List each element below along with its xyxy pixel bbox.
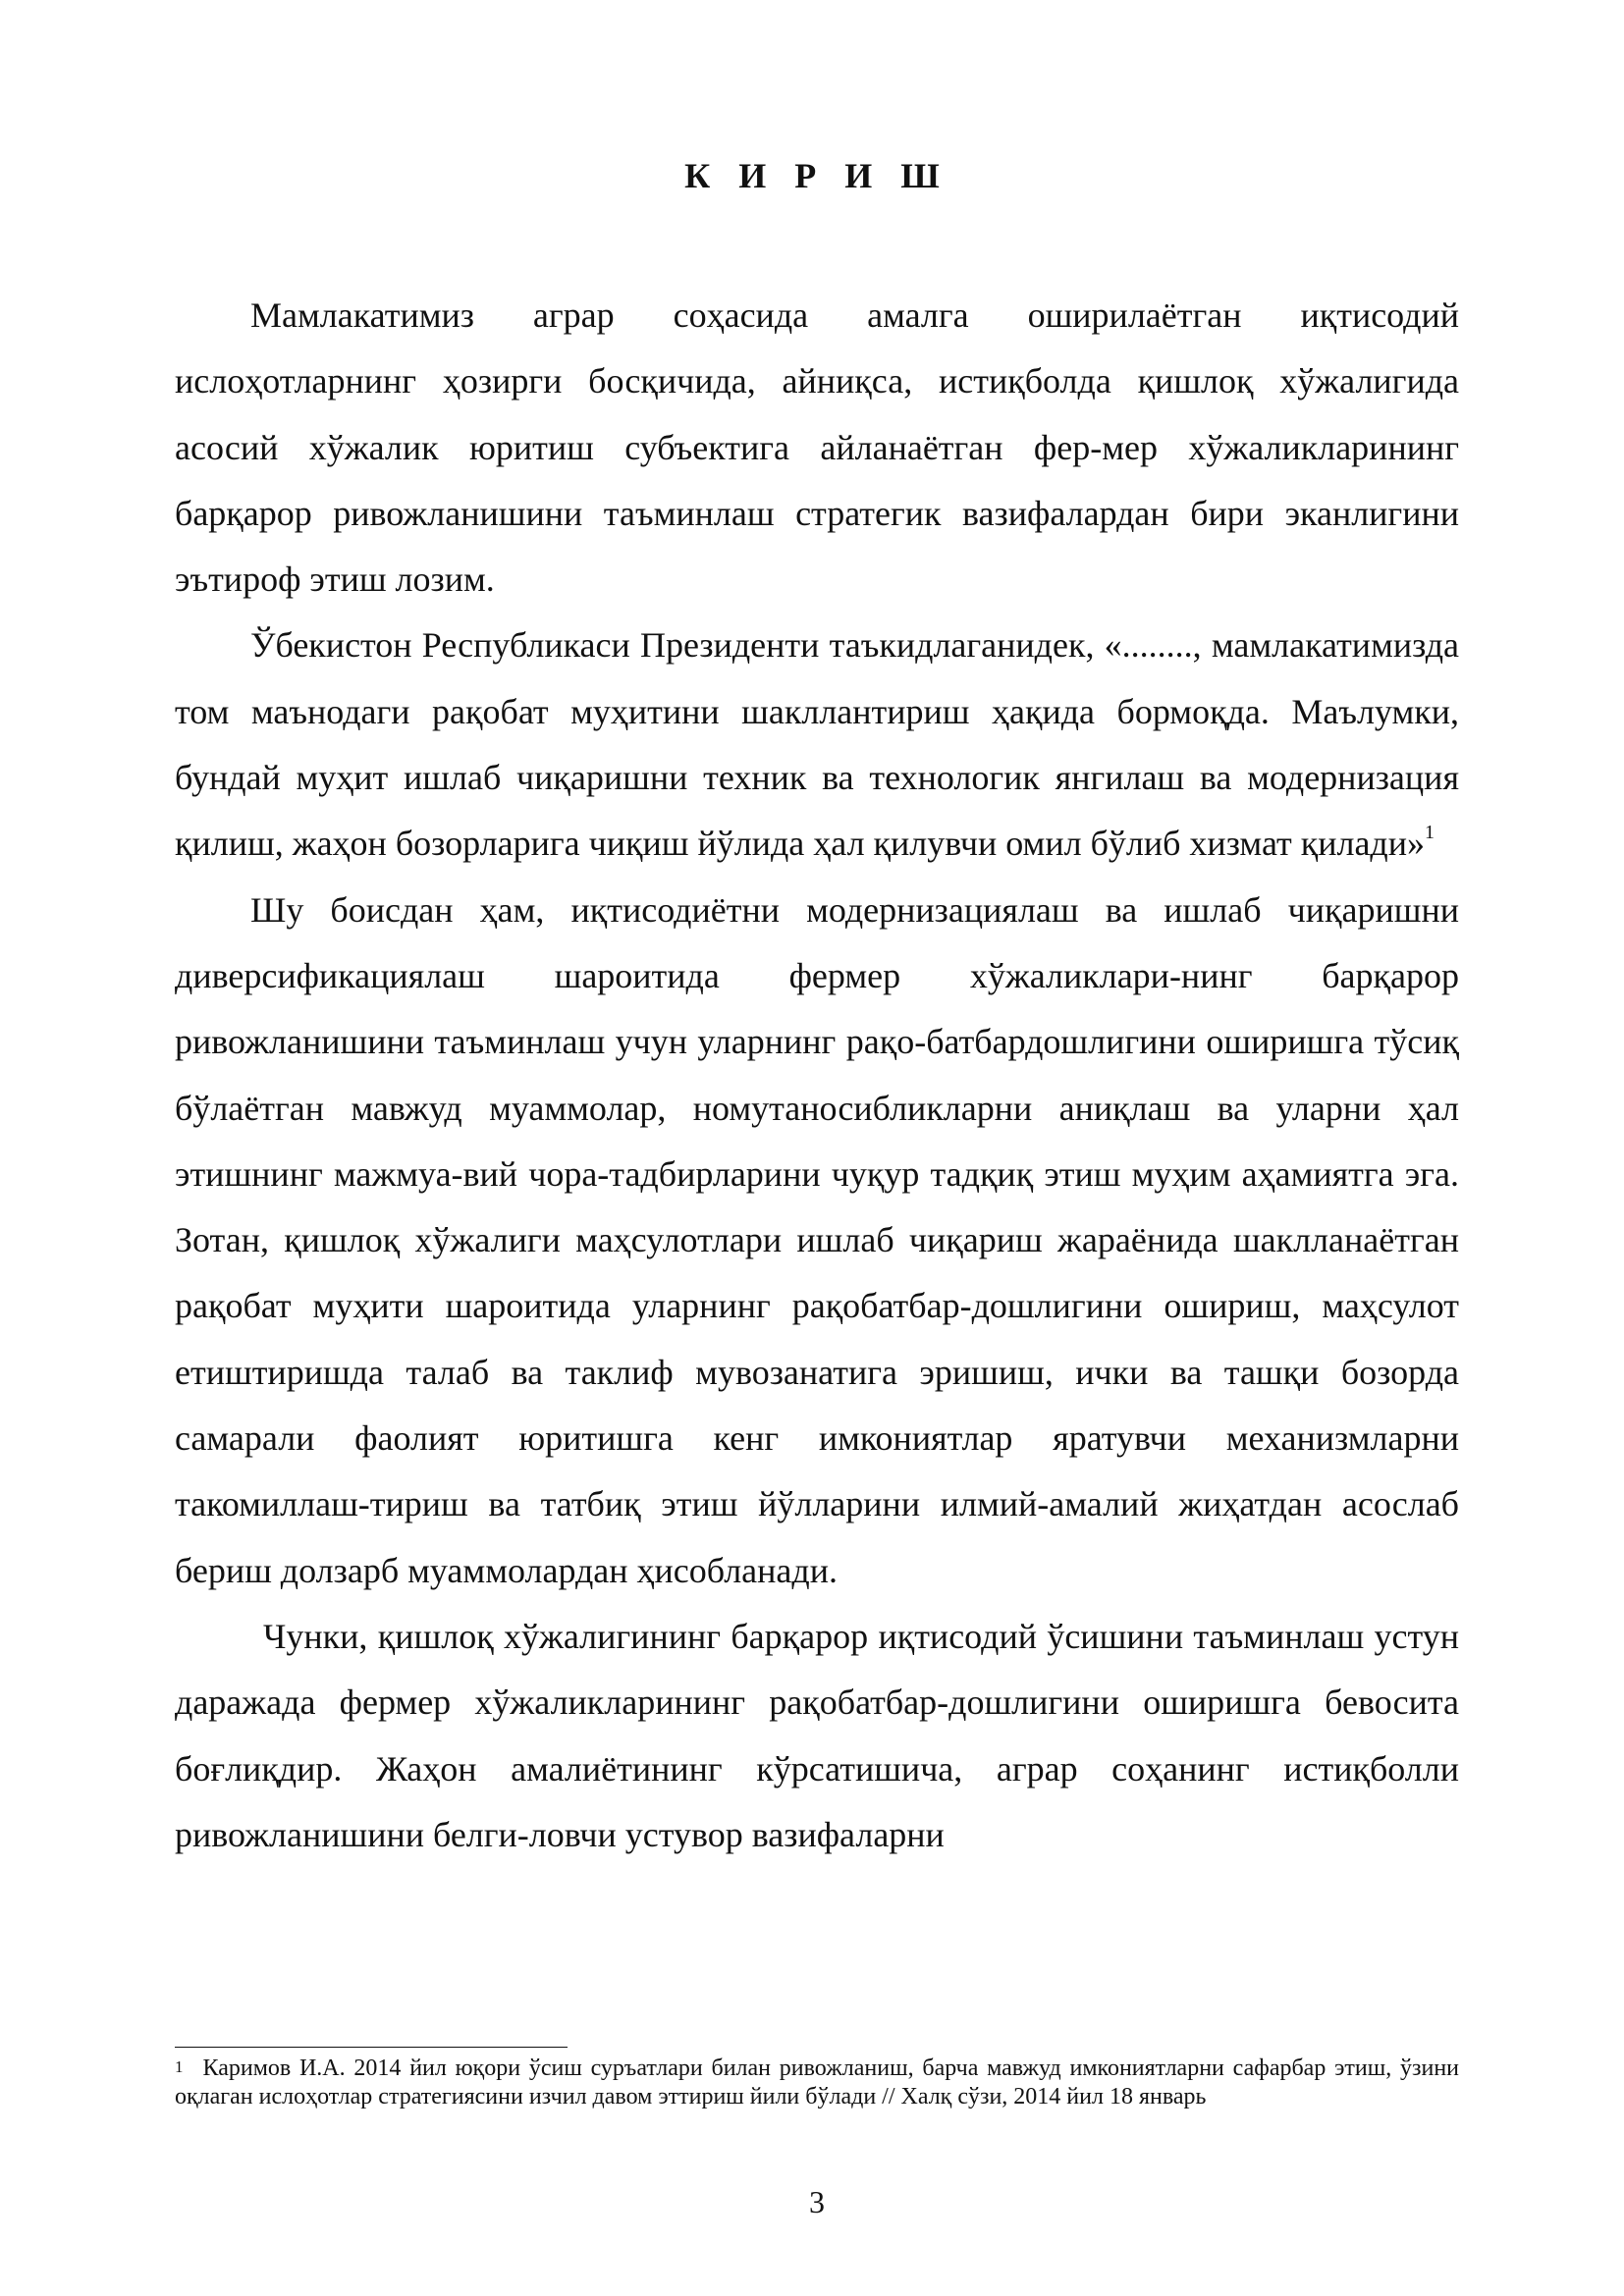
page-number: 3 — [809, 2184, 825, 2219]
page-title: К И Р И Ш — [684, 156, 949, 195]
document-page — [175, 0, 1459, 2296]
footnote — [175, 2055, 1459, 2111]
paragraph-4: Чунки, қишлоқ хўжалигининг барқарор иқтисодий ўсишини таъминлаш устун даражада фермер хўжаликларининг рақобатбар-дошлигини оширишга бевосита боғлиқдир. Жаҳон амалиётининг кўрсатишича, аграр соҳанинг истиқболли ривожланишини белги-ловчи устувор вазифаларни — [175, 1616, 1459, 1854]
footnote-text: Каримов И.А. 2014 йил юқори ўсиш суръатлари билан ривожланиш, барча мавжуд имкониятларни сафарбар этиш, ўзини оқлаган ислоҳотлар стратегиясини изчил давом эттириш йили бўлади // Халқ сўзи, 2014 йил 18 январь — [175, 2056, 1459, 2109]
paragraph-3: Шу боисдан ҳам, иқтисодиётни модернизациялаш ва ишлаб чиқаришни диверсификациялаш шароитида фермер хўжаликлари-нинг барқарор ривожланишини таъминлаш учун уларнинг рақо-батбардошлигини оширишга тўсиқ бўлаётган мавжуд муаммолар, номутаносибликларни аниқлаш ва уларни ҳал этишнинг мажмуа-вий чора-тадбирларини чуқур тадқиқ этиш муҳим аҳамиятга эга. Зотан, қишлоқ хўжалиги маҳсулотлари ишлаб чиқариш жараёнида шаклланаётган рақобат муҳити шароитида уларнинг рақобатбар-дошлигини ошириш, маҳсулот етиштиришда талаб ва таклиф мувозанатига эришиш, ички ва ташқи бозорда самарали фаолият юритишга кенг имкониятлар яратувчи механизмларни такомиллаш-тириш ва татбиқ этиш йўлларини илмий-амалий жиҳатдан асослаб бериш долзарб муаммолардан ҳисобланади. — [175, 889, 1459, 1590]
paragraph-2 — [175, 613, 1459, 877]
footnote-separator — [175, 2047, 568, 2048]
footnote-reference[interactable]: 1 — [1425, 822, 1435, 844]
paragraph-1: Мамлакатимиз аграр соҳасида амалга оширилаётган иқтисодий ислоҳотларнинг ҳозирги босқичида, айниқса, истиқболда қишлоқ хўжалигида асосий хўжалик юритиш субъектига айланаётган фер-мер хўжаликларининг барқарор ривожланишини таъминлаш стратегик вазифалардан бири эканлигини эътироф этиш лозим. — [175, 295, 1459, 600]
footnote-mark: 1 — [175, 2057, 184, 2076]
paragraph-2-text: Ўбекистон Республикаси Президенти таъкидлаганидек, «........, мамлакатимизда том маънодаги рақобат муҳитини шакллантириш ҳақида бормоқда. Маълумки, бундай муҳит ишлаб чиқаришни техник ва технологик янгилаш ва модернизация қилиш, жаҳон бозорларига чиқиш йўлида ҳал қилувчи омил бўлиб хизмат қилади» — [175, 625, 1459, 864]
body-text — [175, 283, 1459, 1868]
